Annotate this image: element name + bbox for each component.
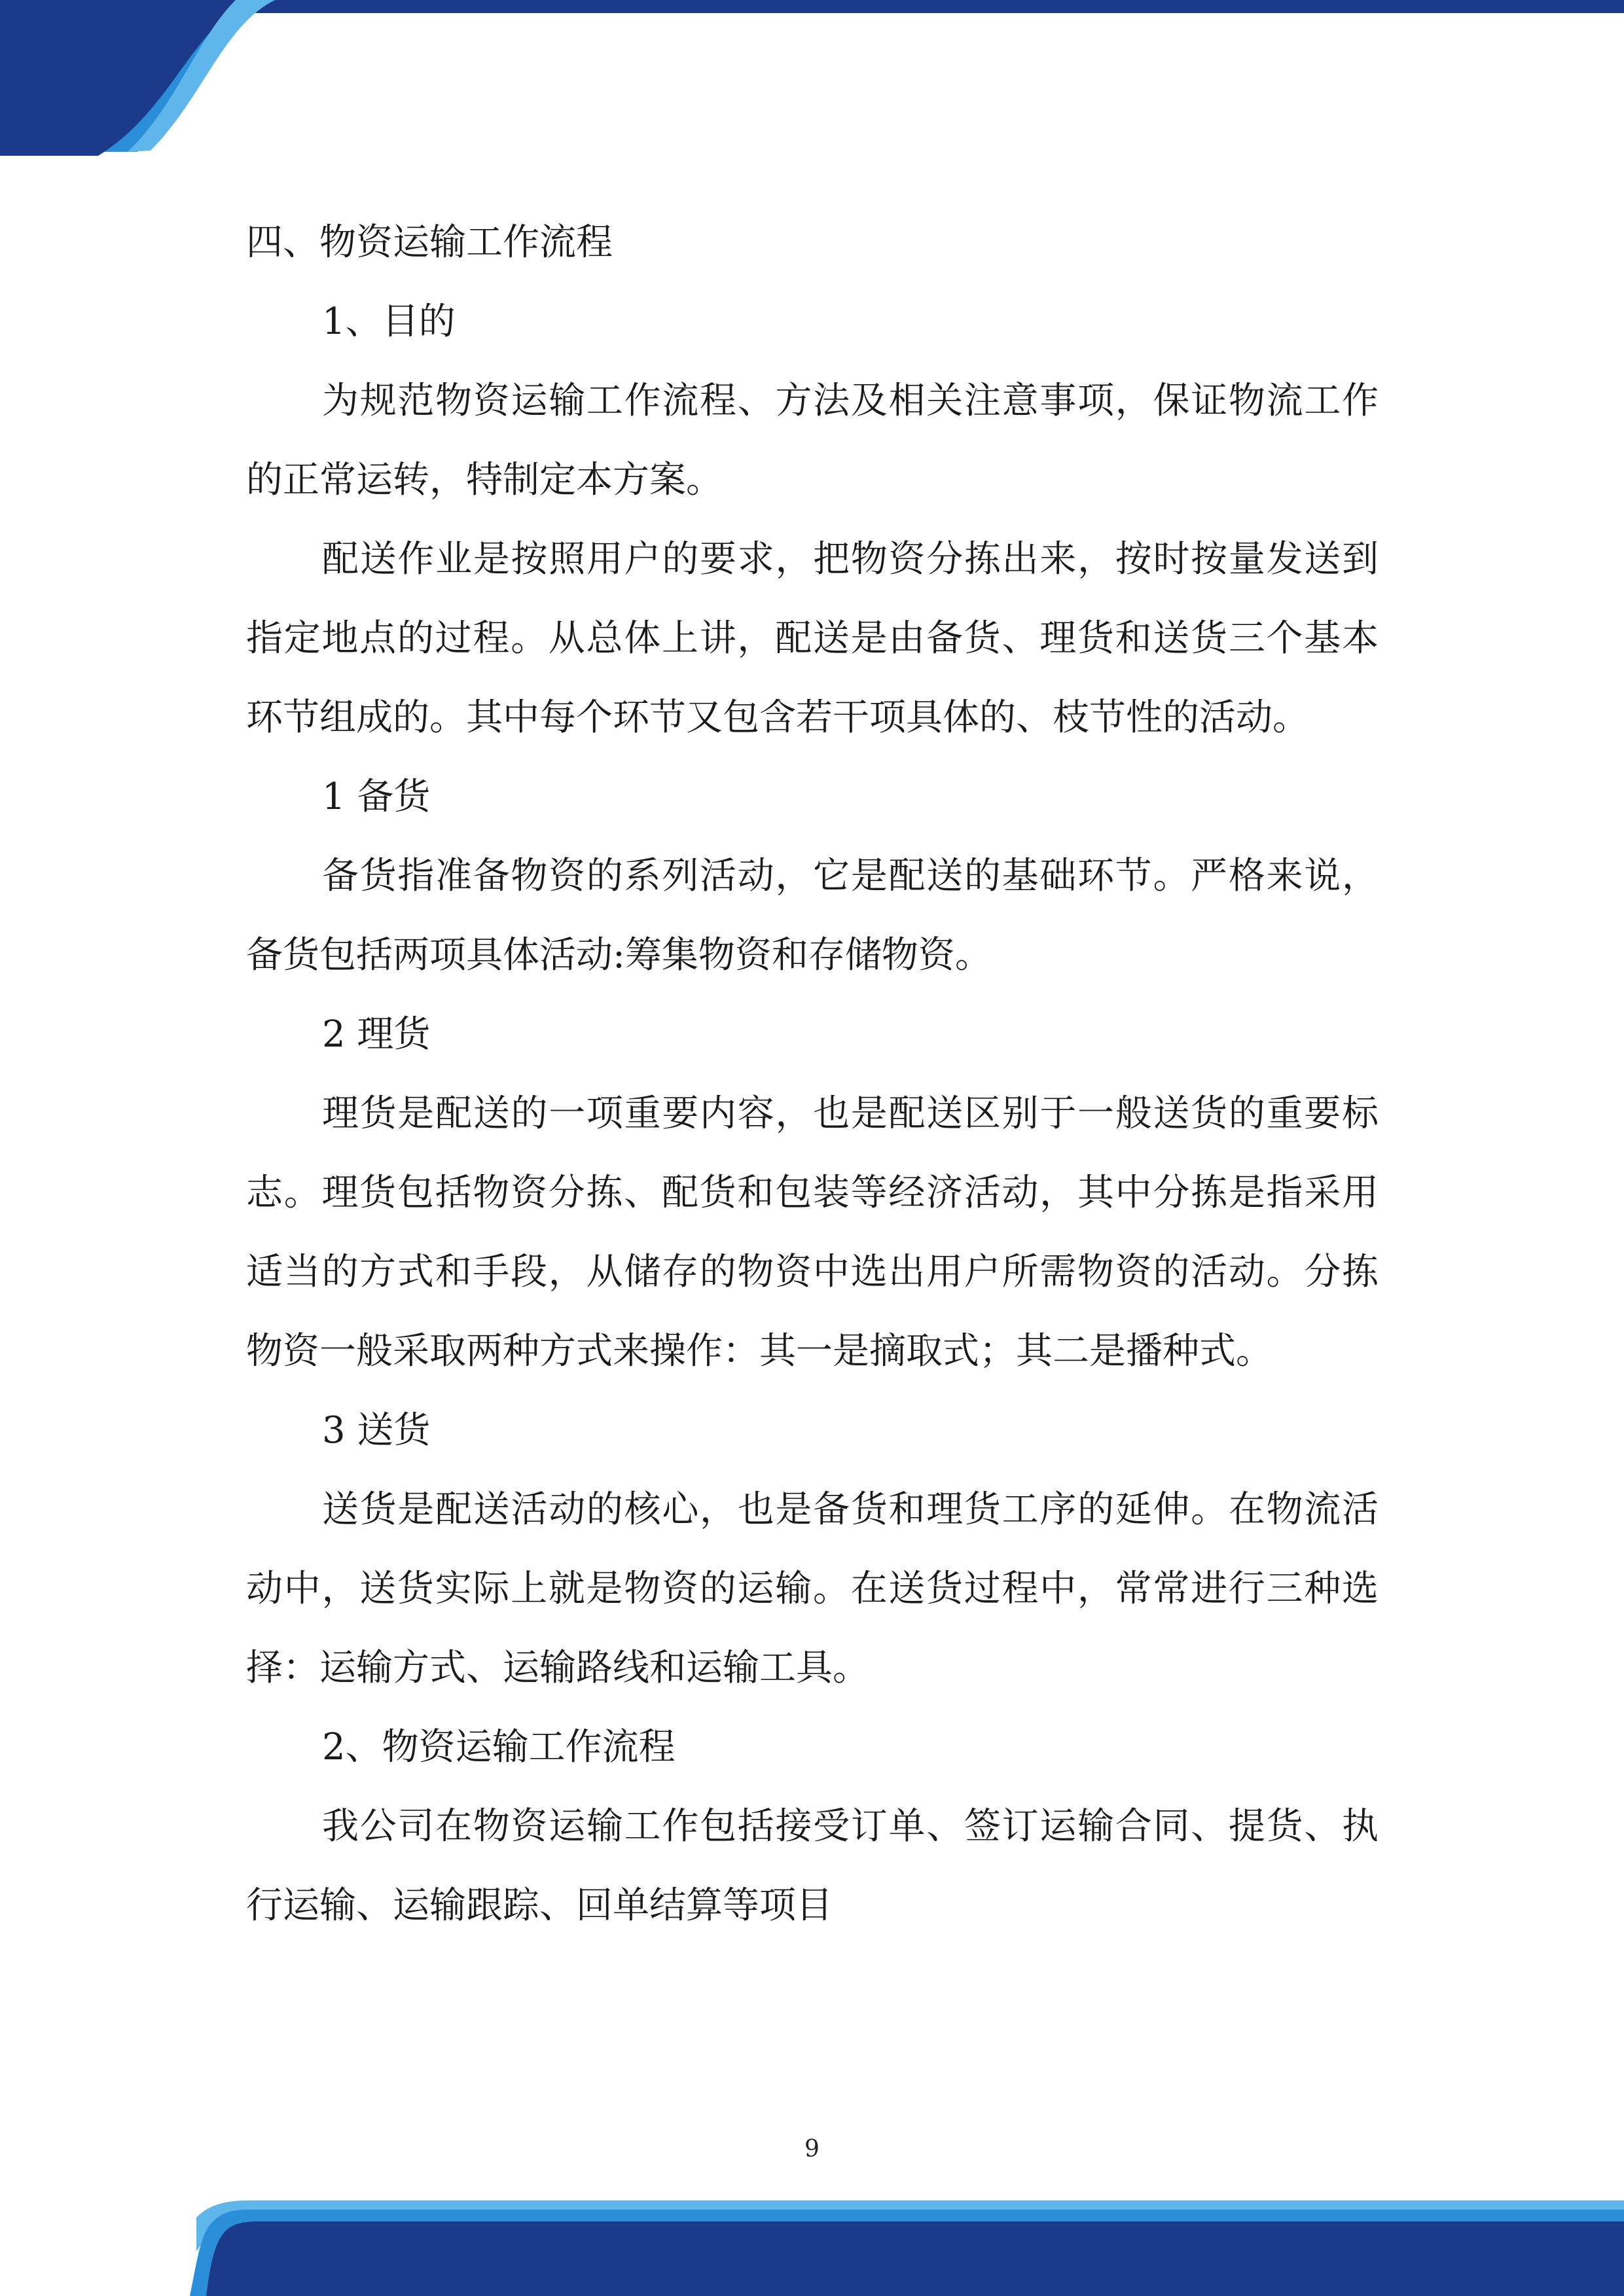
- subheading-workflow: 2、物资运输工作流程: [322, 1726, 676, 1768]
- page-number: 9: [804, 2136, 820, 2162]
- paragraph-sorting: 理货是配送的一项重要内容，也是配送区别于一般送货的重要标志。理货包括物资分拣、配货和包装等经济活动，其中分拣是指采用适当的方式和手段，从储存的物资中选出用户所需物资的活动。分拣物资一般采取两种方式来操作：其一是摘取式；其二是播种式。: [246, 1092, 1379, 1372]
- footer-wave-decoration: [0, 2199, 1624, 2296]
- paragraph-delivery: 送货是配送活动的核心，也是备货和理货工序的延伸。在物流活动中，送货实际上就是物资的运输。在送货过程中，常常进行三种选择：运输方式、运输路线和运输工具。: [246, 1488, 1379, 1689]
- subheading-delivery: 3 送货: [322, 1409, 431, 1452]
- section-heading: 四、物资运输工作流程: [246, 221, 613, 264]
- subheading-purpose: 1、目的: [322, 300, 456, 343]
- paragraph-workflow: 我公司在物资运输工作包括接受订单、签订运输合同、提货、执行运输、运输跟踪、回单结算等项目: [246, 1805, 1379, 1927]
- paragraph-purpose: 为规范物资运输工作流程、方法及相关注意事项，保证物流工作的正常运转，特制定本方案。: [246, 380, 1379, 501]
- header-wave-decoration: [0, 0, 1624, 157]
- subheading-sorting: 2 理货: [322, 1013, 431, 1056]
- paragraph-distribution: 配送作业是按照用户的要求，把物资分拣出来，按时按量发送到指定地点的过程。从总体上讲，配送是由备货、理货和送货三个基本环节组成的。其中每个环节又包含若干项具体的、枝节性的活动。: [246, 538, 1379, 739]
- document-body: [246, 203, 1379, 1945]
- paragraph-stocking: 备货指准备物资的系列活动，它是配送的基础环节。严格来说，备货包括两项具体活动:筹集物资和存储物资。: [246, 855, 1379, 977]
- subheading-stocking: 1 备货: [322, 776, 431, 818]
